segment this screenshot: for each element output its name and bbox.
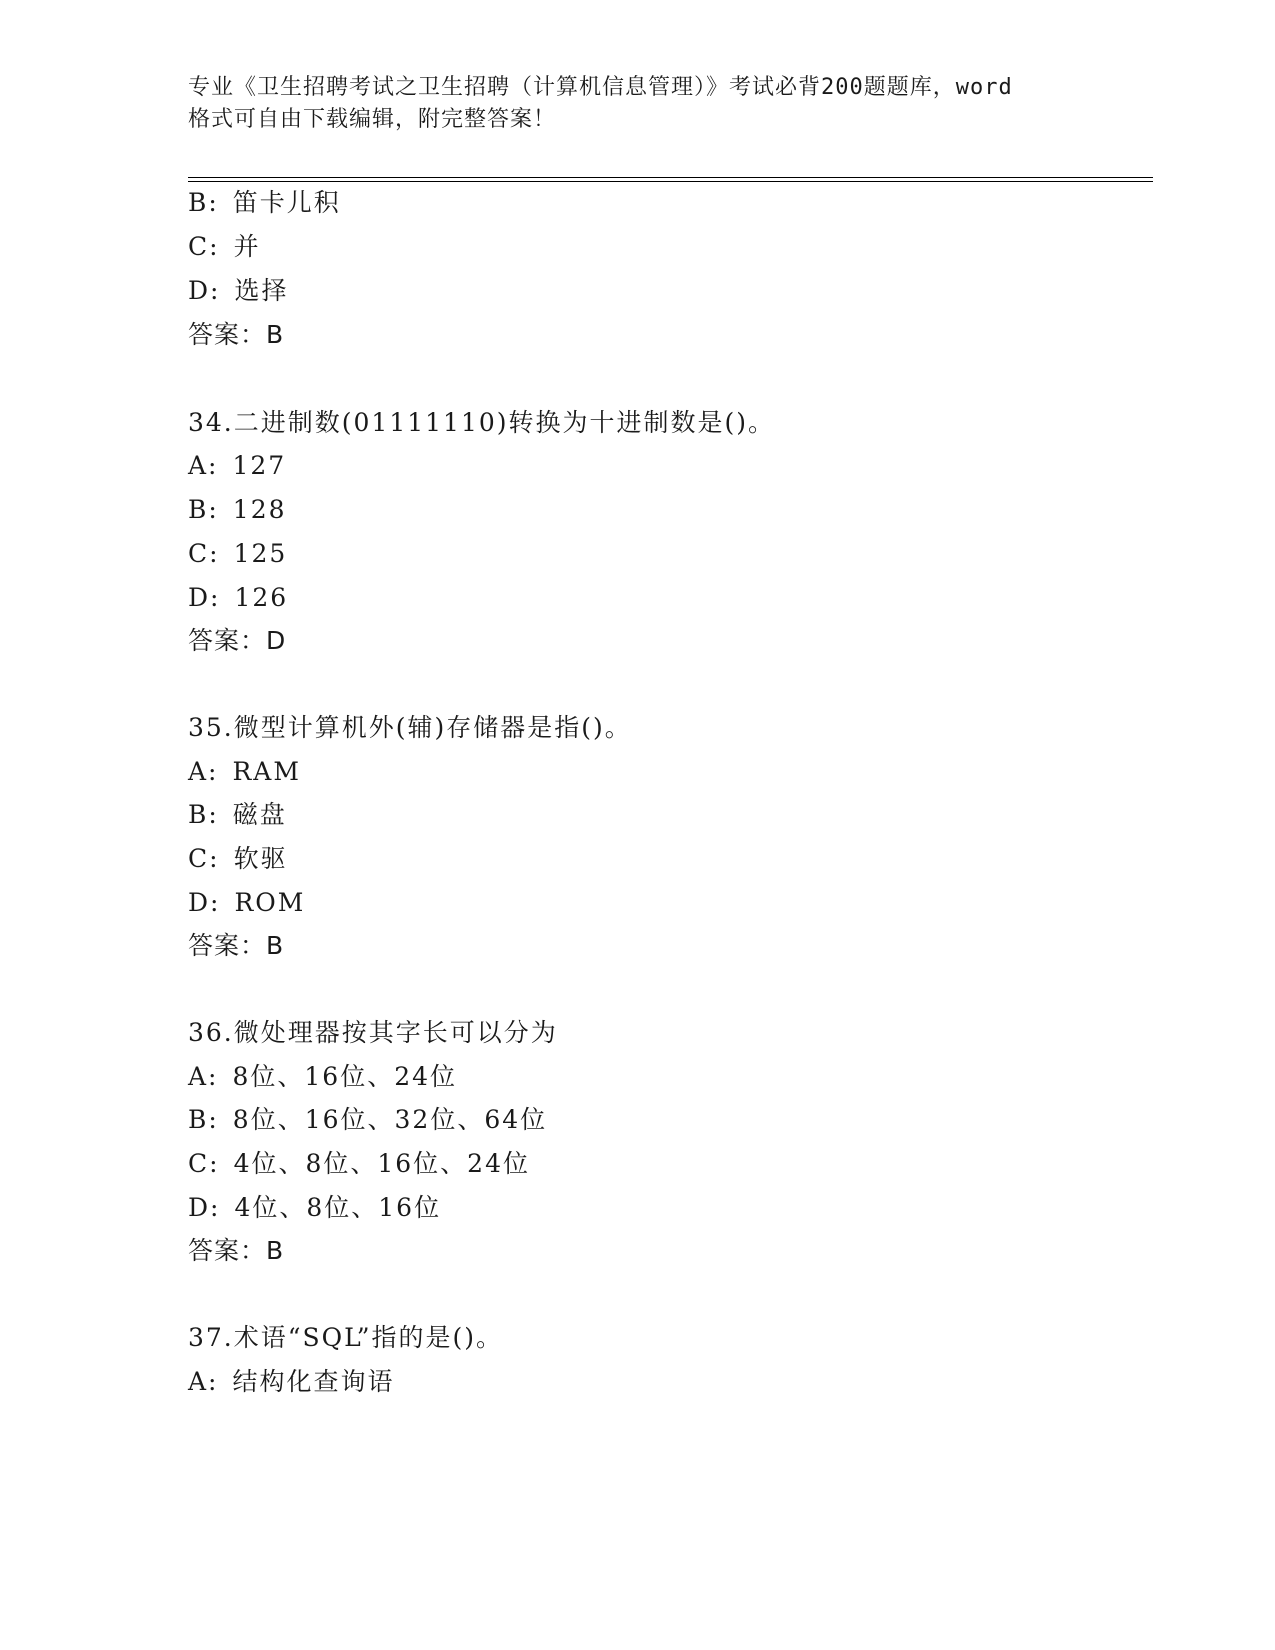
question-35-answer: 答案：B (188, 931, 285, 960)
option-text: 软驱 (233, 844, 288, 873)
option-text: 笛卡儿积 (232, 188, 341, 217)
option-text: 磁盘 (232, 800, 287, 829)
question-35-option-b (188, 800, 287, 830)
question-34-answer: 答案：D (188, 626, 287, 655)
question-34-option-a (188, 451, 286, 481)
question-35-option-a (188, 757, 301, 787)
question-35-stem: 35.微型计算机外(辅)存储器是指()。 (188, 713, 632, 742)
question-36-stem: 36.微处理器按其字长可以分为 (188, 1018, 558, 1047)
option-d-prev (188, 276, 288, 306)
option-text: 8位、16位、32位、64位 (232, 1105, 548, 1134)
option-c-prev (188, 232, 261, 262)
question-37-stem: 37.术语“SQL”指的是()。 (188, 1323, 504, 1352)
option-text: 8位、16位、24位 (232, 1062, 458, 1091)
option-text: 选择 (234, 276, 289, 305)
option-label: C: (188, 844, 220, 873)
option-text: 125 (233, 539, 288, 568)
option-label: D: (188, 1193, 221, 1222)
option-label: A: (188, 757, 219, 786)
question-36-option-c (188, 1149, 530, 1179)
option-text: RAM (232, 757, 301, 786)
question-34-option-d (188, 583, 288, 613)
option-label: B: (188, 495, 219, 524)
document-header (188, 72, 1088, 136)
option-label: A: (188, 451, 219, 480)
question-35-option-d (188, 888, 305, 918)
option-text: 并 (233, 232, 261, 261)
option-text: ROM (234, 888, 306, 917)
answer-prev: 答案：B (188, 320, 285, 349)
option-label: A: (188, 1367, 219, 1396)
option-label: C: (188, 539, 220, 568)
option-label: B: (188, 1105, 219, 1134)
option-text: 结构化查询语 (232, 1367, 395, 1396)
option-label: D: (188, 888, 221, 917)
header-divider-top (188, 177, 1153, 178)
option-label: C: (188, 1149, 220, 1178)
question-35-option-c (188, 844, 288, 874)
question-36-option-b (188, 1105, 547, 1135)
question-34-stem: 34.二进制数(01111110)转换为十进制数是()。 (188, 408, 776, 437)
option-label: D: (188, 276, 221, 305)
option-label: A: (188, 1062, 219, 1091)
option-text: 128 (232, 495, 287, 524)
question-34-option-c (188, 539, 287, 569)
question-34-option-b (188, 495, 287, 525)
option-text: 4位、8位、16位、24位 (233, 1149, 530, 1178)
option-label: B: (188, 188, 219, 217)
question-36-answer: 答案：B (188, 1236, 285, 1265)
option-label: D: (188, 583, 221, 612)
option-b-prev (188, 188, 341, 218)
option-text: 4位、8位、16位 (234, 1193, 442, 1222)
option-text: 126 (234, 583, 289, 612)
question-36-option-a (188, 1062, 457, 1092)
option-text: 127 (232, 451, 287, 480)
header-line-1: 专业《卫生招聘考试之卫生招聘（计算机信息管理）》考试必背200题题库，word (188, 75, 1013, 100)
option-label: B: (188, 800, 219, 829)
header-line-2: 格式可自由下载编辑，附完整答案！ (188, 107, 557, 132)
question-36-option-d (188, 1193, 441, 1223)
header-divider-bottom (188, 181, 1153, 182)
question-37-option-a (188, 1367, 395, 1397)
option-label: C: (188, 232, 220, 261)
